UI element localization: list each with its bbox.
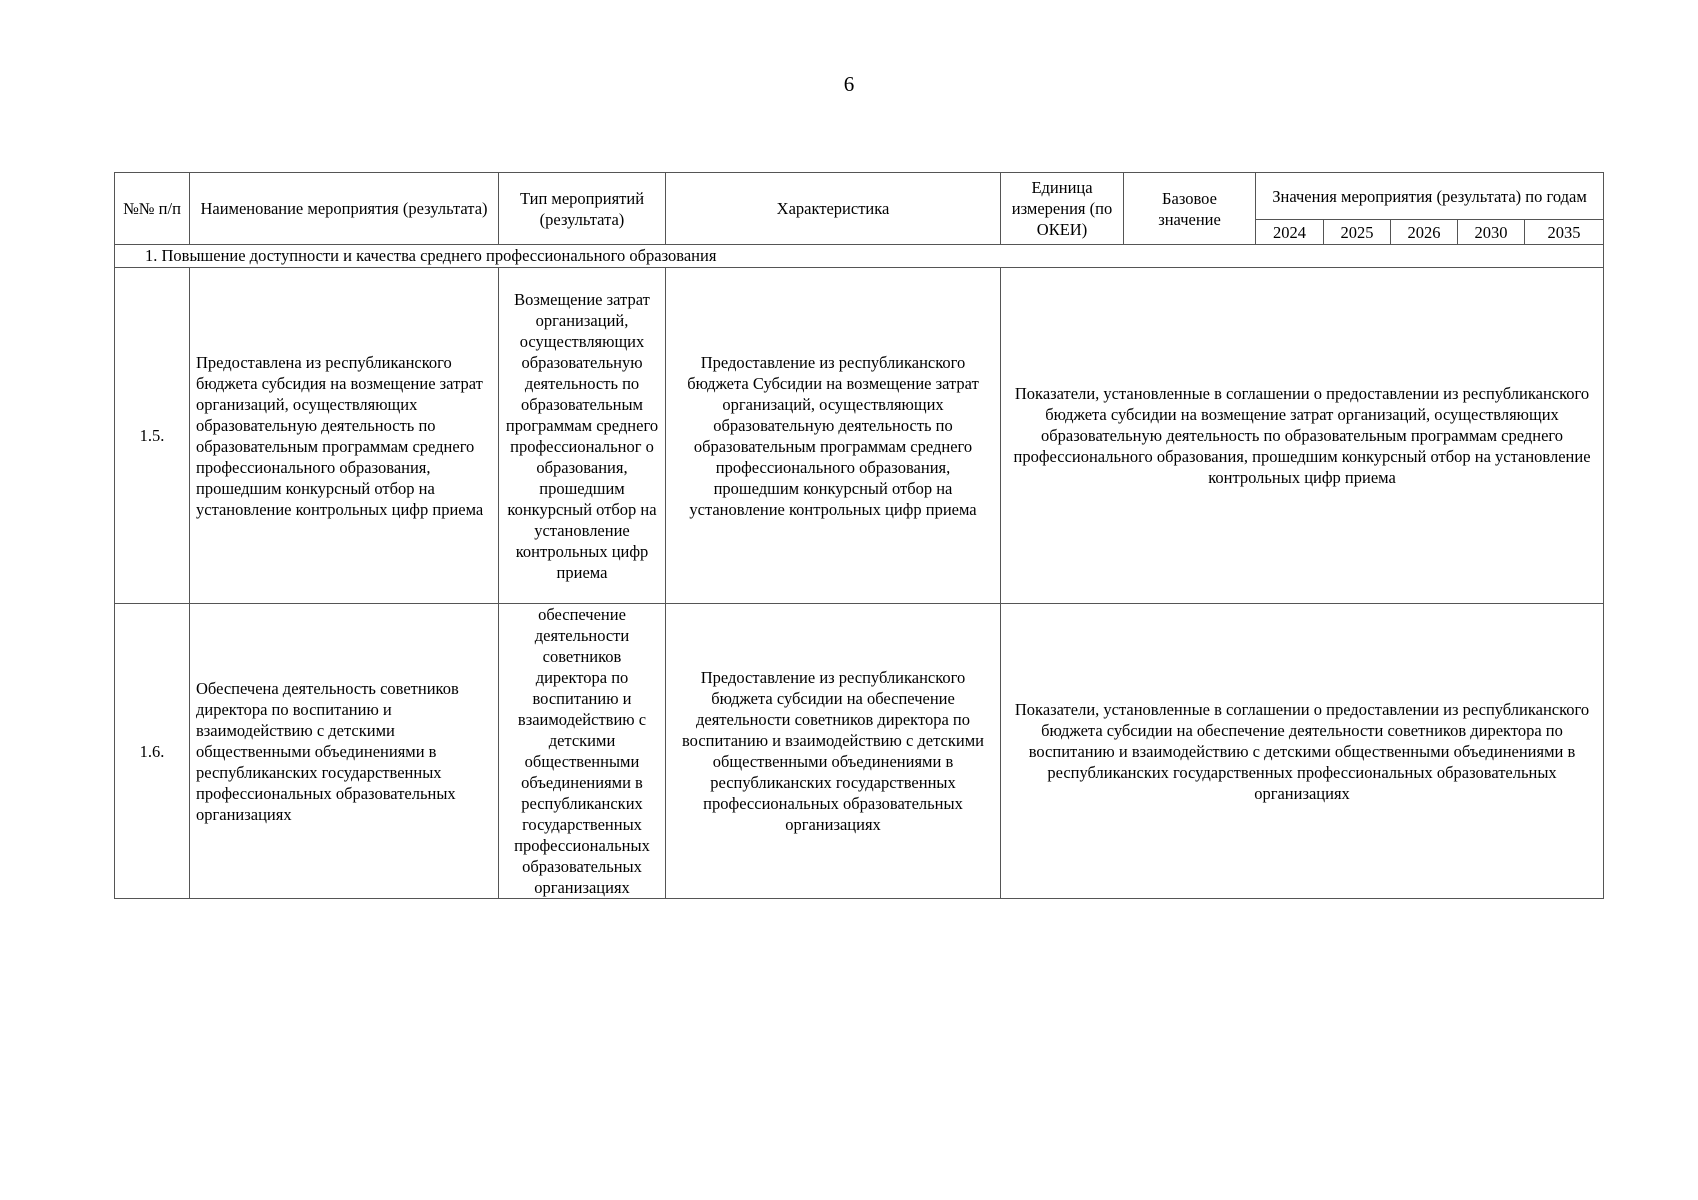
measure-characteristic: Предоставление из республиканского бюджета субсидии на обеспечение деятельности советников директора по воспитанию и взаимодействию с детскими общественными объединениями в республиканских государственных профессиональных образовательных организациях <box>666 604 1001 899</box>
header-values-by-year: Значения мероприятия (результата) по годам <box>1256 173 1604 220</box>
page-number: 6 <box>843 72 855 96</box>
measures-table <box>114 172 1604 899</box>
table-row <box>115 268 1604 604</box>
header-unit: Единица измерения (по ОКЕИ) <box>1001 173 1124 245</box>
header-year-2026: 2026 <box>1391 220 1458 245</box>
header-base-value: Базовое значение <box>1124 173 1256 245</box>
header-row <box>115 173 1604 220</box>
measure-indicators: Показатели, установленные в соглашении о предоставлении из республиканского бюджета субсидии на возмещение затрат организаций, осуществляющих образовательную деятельность по образовательным программам среднего профессионального образования, прошедшим конкурсный отбор на установление контрольных цифр приема <box>1001 268 1604 604</box>
header-year-2024: 2024 <box>1256 220 1324 245</box>
header-type: Тип мероприятий (результата) <box>499 173 666 245</box>
header-characteristic: Характеристика <box>666 173 1001 245</box>
table-row <box>115 604 1604 899</box>
row-number: 1.6. <box>115 604 190 899</box>
section-row <box>115 245 1604 268</box>
header-year-2035: 2035 <box>1525 220 1604 245</box>
measure-type: Возмещение затрат организаций, осуществляющих образовательную деятельность по образовательным программам среднего профессиональног о образования, прошедшим конкурсный отбор на установление контрольных цифр приема <box>499 268 666 604</box>
header-year-2025: 2025 <box>1324 220 1391 245</box>
header-name: Наименование мероприятия (результата) <box>190 173 499 245</box>
header-num: №№ п/п <box>115 173 190 245</box>
measure-indicators: Показатели, установленные в соглашении о предоставлении из республиканского бюджета субсидии на обеспечение деятельности советников директора по воспитанию и взаимодействию с детскими общественными объединениями в республиканских государственных профессиональных образовательных организациях <box>1001 604 1604 899</box>
measure-name: Предоставлена из республиканского бюджета субсидия на возмещение затрат организаций, осуществляющих образовательную деятельность по образовательным программам среднего профессионального образования, прошедшим конкурсный отбор на установление контрольных цифр приема <box>190 268 499 604</box>
section-title: 1. Повышение доступности и качества среднего профессионального образования <box>115 245 1604 268</box>
row-number: 1.5. <box>115 268 190 604</box>
header-year-2030: 2030 <box>1458 220 1525 245</box>
measure-characteristic: Предоставление из республиканского бюджета Субсидии на возмещение затрат организаций, осуществляющих образовательную деятельность по образовательным программам среднего профессионального образования, прошедшим конкурсный отбор на установление контрольных цифр приема <box>666 268 1001 604</box>
measure-type: обеспечение деятельности советников директора по воспитанию и взаимодействию с детскими общественными объединениями в республиканских государственных профессиональных образовательных организациях <box>499 604 666 899</box>
measure-name: Обеспечена деятельность советников директора по воспитанию и взаимодействию с детскими общественными объединениями в республиканских государственных профессиональных образовательных организациях <box>190 604 499 899</box>
